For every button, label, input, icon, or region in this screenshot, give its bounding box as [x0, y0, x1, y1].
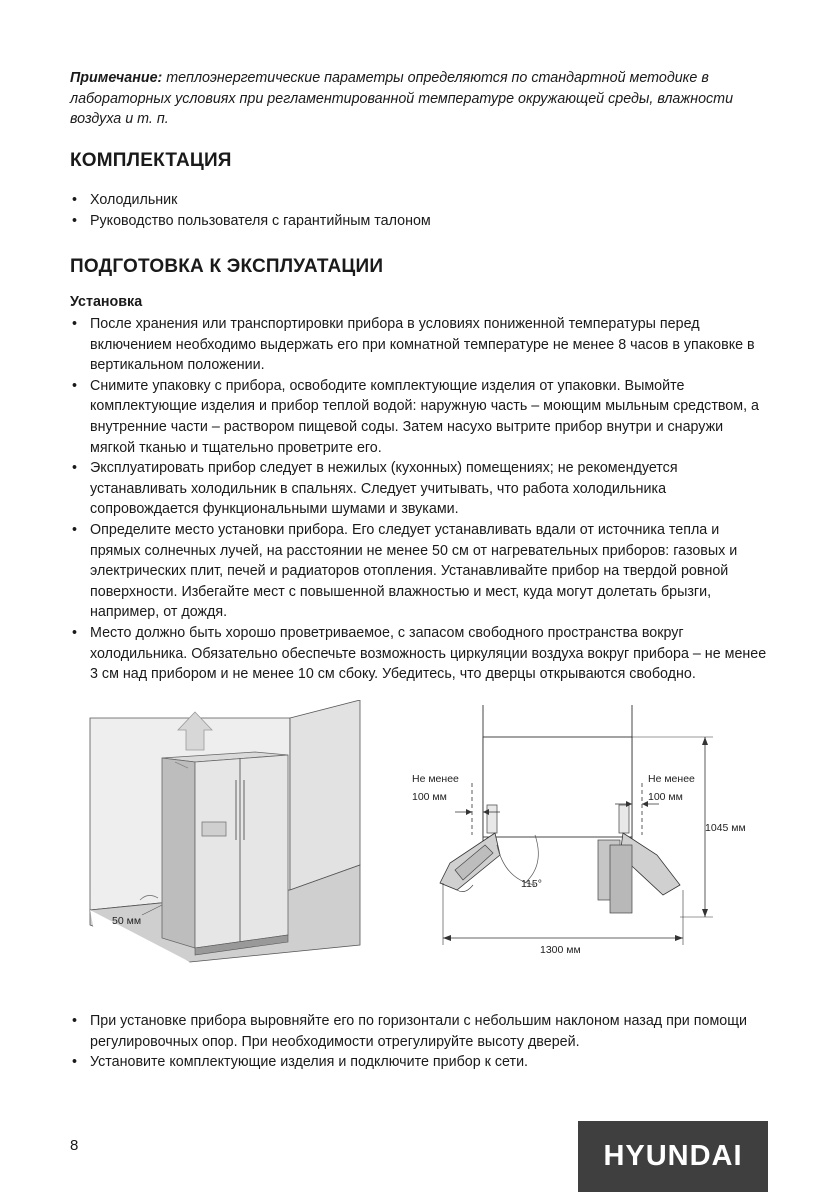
subsection-title-installation: Установка	[70, 294, 143, 310]
note-label: Примечание:	[70, 70, 163, 86]
right-door-open	[598, 833, 680, 913]
list-item: • Место должно быть хорошо проветриваемое, с запасом свободного пространства вокруг холодильника. Обязательно обеспечьте возможность циркуляции воздуха вокруг прибора – не менее 3 см над прибором и не менее 10 см сбоку. Убедитесь, что дверцы открываются свободно.	[70, 623, 770, 685]
list-item: • Установите комплектующие изделия и подключите прибор к сети.	[70, 1052, 770, 1073]
width-dimension	[443, 883, 683, 945]
left-door-open	[440, 833, 500, 892]
list-item: • При установке прибора выровняйте его по горизонтали с небольшим наклоном назад при помощи регулировочных опор. При необходимости отрегулируйте высоту дверей.	[70, 1011, 770, 1052]
clearance-plan-figure	[395, 705, 770, 960]
installation-list	[70, 314, 770, 685]
list-item: • Холодильник	[70, 190, 770, 211]
right-clearance-label-line2: 100 мм	[648, 791, 683, 803]
page-number: 8	[70, 1137, 79, 1154]
fridge-illustration	[162, 752, 288, 955]
brand-logo: HYUNDAI	[578, 1121, 768, 1192]
note-paragraph	[70, 68, 770, 130]
after-installation-list	[70, 1011, 770, 1073]
list-item: • Снимите упаковку с прибора, освободите комплектующие изделия от упаковки. Вымойте комплектующие изделия и прибор теплой водой: наружную часть – моющим мыльным средством, а внутренние части – раствором пищевой соды. Затем насухо вытрите прибор внутри и снаружи мягкой тканью и тщательно проветрите его.	[70, 376, 770, 458]
list-item: • После хранения или транспортировки прибора в условиях пониженной температуры перед включением необходимо выдержать его при комнатной температуре не менее 8 часов в упаковке в вертикальном положении.	[70, 314, 770, 376]
angle-label: 115°	[521, 878, 542, 890]
height-dimension	[632, 737, 713, 917]
list-item: • Определите место установки прибора. Его следует устанавливать вдали от источника тепла и прямых солнечных лучей, на расстоянии не менее 50 см от нагревательных приборов: газовых и электрических плит, печей и радиаторов отопления. Устанавливайте прибор на твердой ровной поверхности. Избегайте мест с повышенной влажностью и мест, куда могут долетать брызги, например, от дождя.	[70, 520, 770, 623]
left-clearance-label-line2: 100 мм	[412, 791, 447, 803]
section-title-komplektaciya: КОМПЛЕКТАЦИЯ	[70, 150, 232, 171]
komplektaciya-list	[70, 190, 770, 231]
right-clearance-label-line1: Не менее	[648, 773, 695, 785]
width-label: 1300 мм	[540, 944, 581, 956]
room-installation-figure	[80, 700, 370, 965]
list-item: • Руководство пользователя с гарантийным талоном	[70, 211, 770, 232]
height-label: 1045 мм	[705, 822, 746, 834]
section-title-preparation: ПОДГОТОВКА К ЭКСПЛУАТАЦИИ	[70, 256, 384, 277]
list-item: • Эксплуатировать прибор следует в нежилых (кухонных) помещениях; не рекомендуется устанавливать холодильник в спальнях. Следует учитывать, что работа холодильника сопровождается функциональными шумами и звуками.	[70, 458, 770, 520]
left-clearance-label-line1: Не менее	[412, 773, 459, 785]
note-text: теплоэнергетические параметры определяются по стандартной методике в лабораторных условиях при регламентированной температуре окружающей среды, влажности воздуха и т. п.	[70, 70, 734, 127]
gap-label: 50 мм	[112, 915, 142, 927]
fridge-top-view	[483, 737, 632, 837]
